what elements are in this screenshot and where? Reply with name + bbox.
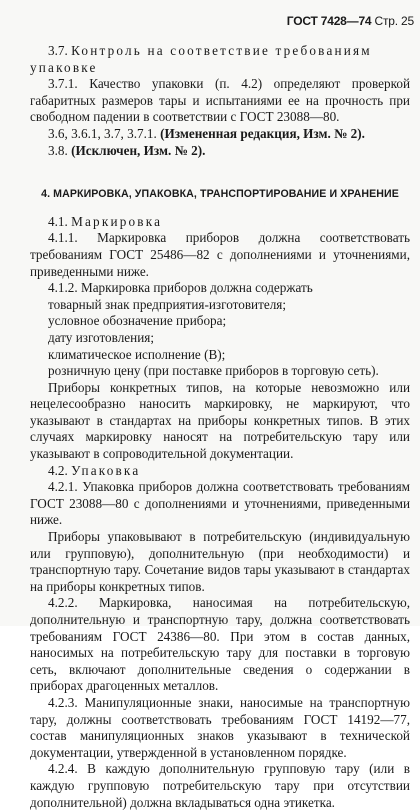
amendment-clauses: 3.6, 3.6.1, 3.7, 3.7.1. — [48, 125, 157, 141]
section-heading: 4. МАРКИРОВКА, УПАКОВКА, ТРАНСПОРТИРОВАНИЕ И ХРАНЕНИЕ — [41, 188, 399, 201]
clause-4-2-3: 4.2.3. Манипуляционные знаки, наносимые на транспортную тару, должны соответствовать требованиям ГОСТ 14192—77, состав манипуляционных знаков указывают в технической документации, утвержденной в установленном порядке. — [30, 694, 410, 760]
paragraph-packaging: Приборы упаковывают в потребительскую (индивидуальную или групповую), дополнительную (при необходимости) и транспортную тару. Сочетание видов тары указывают в стандартах на приборы конкретных типов. — [30, 529, 410, 594]
clause-number: 3.8. — [48, 142, 68, 158]
clause-3-7 — [30, 43, 410, 60]
clause-4-2-2: 4.2.2. Маркировка, наносимая на потребительскую, дополнительную и транспортную тару, должна соответствовать требованиям ГОСТ 24386—80. При этом в состав данных, наносимых на потребительскую тару для поставки в торговую сеть, включают дополнительные сведения о содержании в приборах драгоценных металлов. — [30, 595, 410, 694]
page-body — [30, 43, 410, 811]
clause-3-7-1: 3.7.1. Качество упаковки (п. 4.2) определяют проверкой габаритных размеров тары и испытаниями ее на прочность при свободном падении в соответствии с ГОСТ 23088—80. — [30, 76, 410, 125]
standard-number: ГОСТ 7428—74 — [286, 14, 372, 28]
page-header — [287, 13, 414, 30]
paragraph-unmarked-devices: Приборы конкретных типов, на которые невозможно или нецелесообразно наносить маркировку, не маркируют, что указывают в стандартах на приборы конкретных типов. В этих случаях маркировку наносят на потребительскую тару или указывают в сопроводительной документации. — [30, 379, 410, 462]
clause-number: 3.7. — [48, 43, 68, 58]
subsection-4-2 — [30, 463, 410, 480]
marking-item: климатическое исполнение (В); — [48, 346, 226, 362]
page-number: Стр. 25 — [374, 14, 414, 28]
exclusion-note: (Исключен, Изм. № 2). — [71, 142, 206, 158]
marking-item: товарный знак предприятия-изготовителя; — [48, 296, 287, 312]
marking-item: условное обозначение прибора; — [48, 313, 227, 329]
amendment-note — [30, 126, 410, 143]
clause-3-8 — [30, 143, 410, 160]
subsection-title: Упаковка — [71, 462, 141, 478]
clause-4-1-1: 4.1.1. Маркировка приборов должна соответствовать требованиям ГОСТ 25486—82 с дополнениями и уточнениями, приведенными ниже. — [30, 230, 410, 279]
subsection-number: 4.1. — [48, 213, 68, 229]
amendment-text: (Измененная редакция, Изм. № 2). — [160, 125, 365, 141]
subsection-number: 4.2. — [48, 462, 68, 478]
clause-4-2-4: 4.2.4. В каждую дополнительную групповую тару (или в каждую групповую потребительскую тару при отсутствии дополнительной) должна вкладываться одна этикетка. — [30, 761, 410, 810]
marking-item: дату изготовления; — [48, 329, 154, 345]
subsection-title: Маркировка — [71, 213, 163, 229]
clause-4-1-2: 4.1.2. Маркировка приборов должна содержать — [48, 280, 313, 296]
clause-4-2-1: 4.2.1. Упаковка приборов должна соответствовать требованиям ГОСТ 23088—80 с дополнениями и уточнениями, приведенными ниже. — [30, 479, 410, 528]
clause-title: Контроль на соответствие требованиям — [71, 43, 372, 58]
clause-3-7-cont: упаковке — [30, 59, 98, 75]
subsection-4-1 — [30, 214, 410, 231]
marking-item: розничную цену (при поставке приборов в торговую сеть). — [48, 363, 379, 379]
